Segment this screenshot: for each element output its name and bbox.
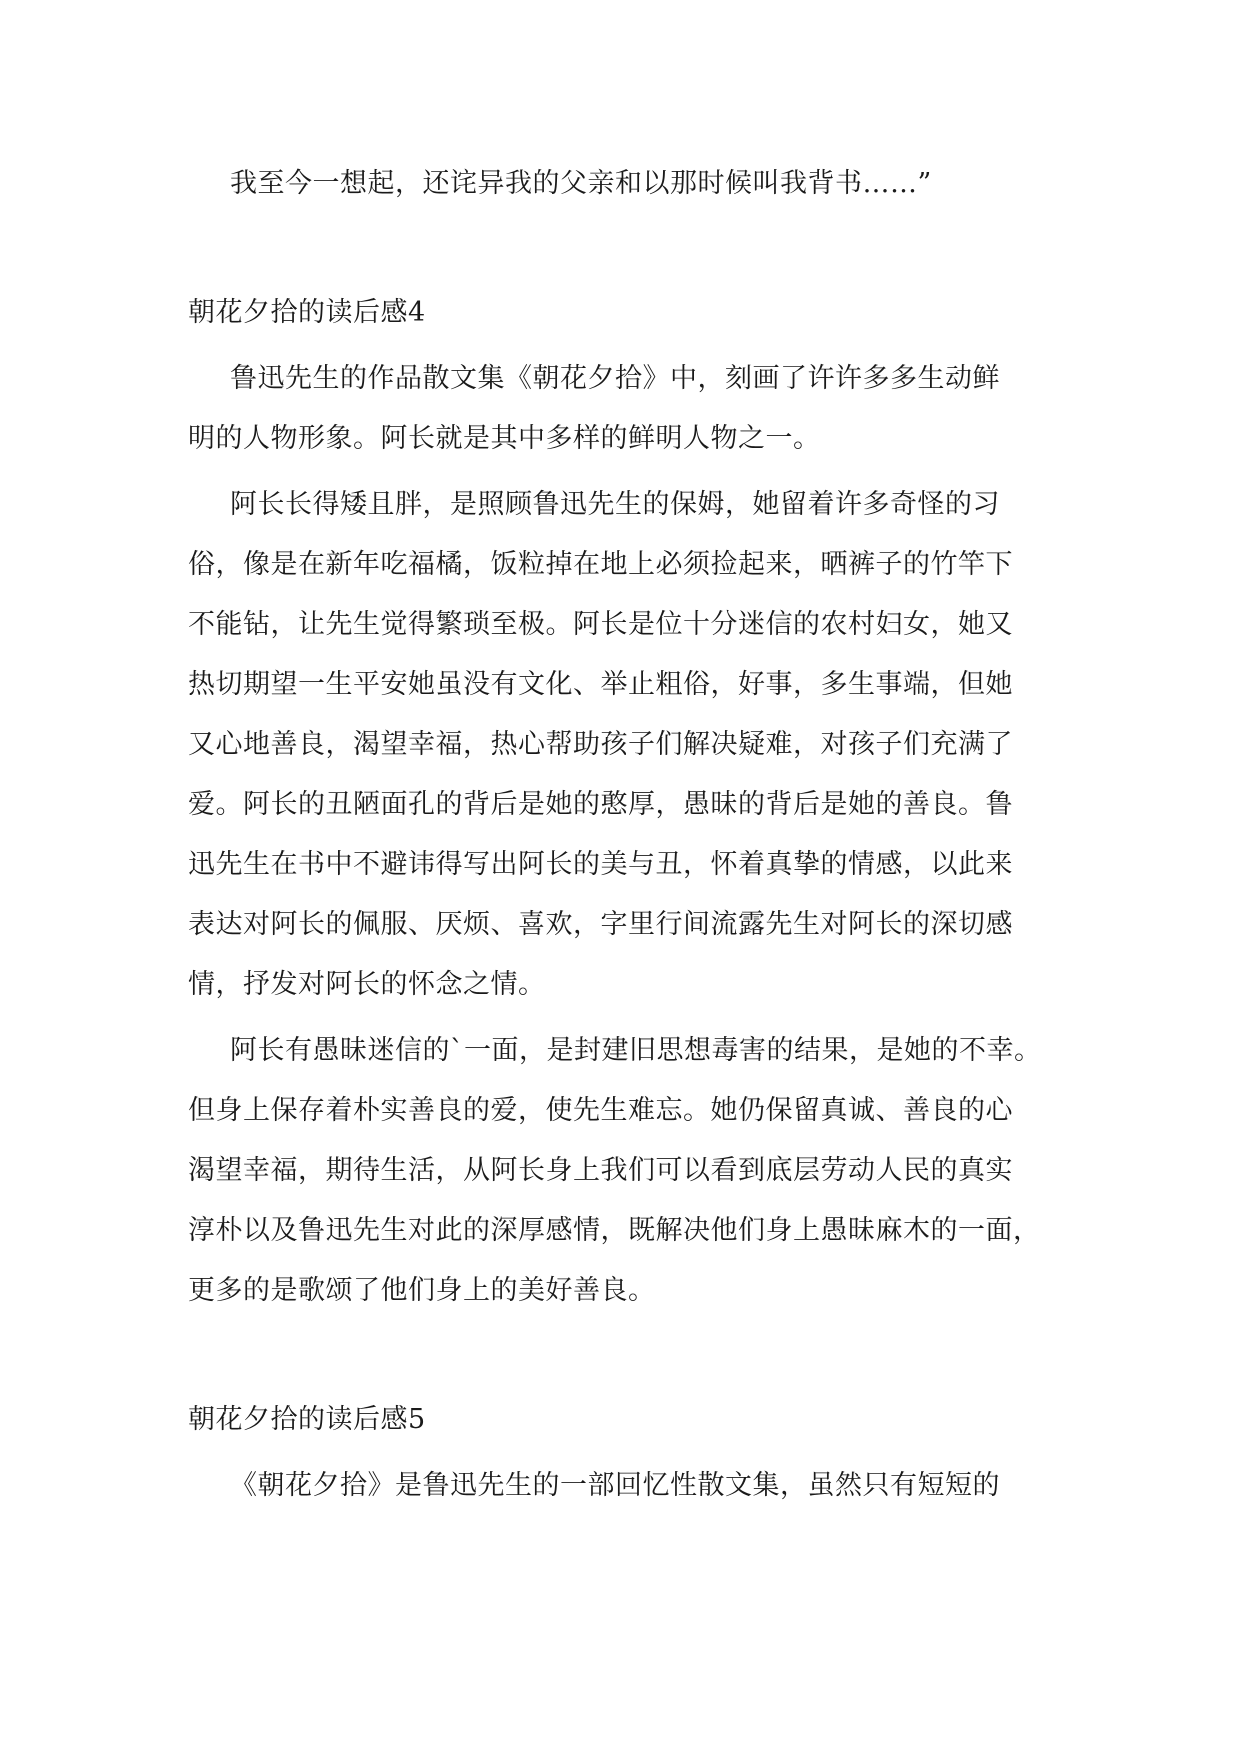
paragraph-line: 淳朴以及鲁迅先生对此的深厚感情，既解决他们身上愚昧麻木的一面， xyxy=(188,1215,1041,1246)
paragraph-line: 情，抒发对阿长的怀念之情。 xyxy=(188,969,546,1000)
paragraph-line: 爱。阿长的丑陋面孔的背后是她的憨厚，愚昧的背后是她的善良。鲁 xyxy=(188,789,1013,820)
paragraph-line: 我至今一想起，还诧异我的父亲和以那时候叫我背书……” xyxy=(230,168,932,199)
paragraph-line: 热切期望一生平安她虽没有文化、举止粗俗，好事，多生事端，但她 xyxy=(188,669,1013,700)
paragraph-line: 阿长长得矮且胖，是照顾鲁迅先生的保姆，她留着许多奇怪的习 xyxy=(230,489,1000,520)
paragraph-line: 渴望幸福，期待生活，从阿长身上我们可以看到底层劳动人民的真实 xyxy=(188,1155,1013,1186)
paragraph-line: 阿长有愚昧迷信的`一面，是封建旧思想毒害的结果，是她的不幸。 xyxy=(230,1035,1042,1066)
section-heading: 朝花夕拾的读后感5 xyxy=(188,1404,426,1435)
paragraph-line: 不能钻，让先生觉得繁琐至极。阿长是位十分迷信的农村妇女，她又 xyxy=(188,609,1013,640)
paragraph-line: 表达对阿长的佩服、厌烦、喜欢，字里行间流露先生对阿长的深切感 xyxy=(188,909,1013,940)
paragraph-line: 鲁迅先生的作品散文集《朝花夕拾》中，刻画了许许多多生动鲜 xyxy=(230,363,1000,394)
paragraph-line: 迅先生在书中不避讳得写出阿长的美与丑，怀着真挚的情感，以此来 xyxy=(188,849,1013,880)
section-heading: 朝花夕拾的读后感4 xyxy=(188,297,426,328)
paragraph-line: 明的人物形象。阿长就是其中多样的鲜明人物之一。 xyxy=(188,423,821,454)
paragraph-line: 更多的是歌颂了他们身上的美好善良。 xyxy=(188,1275,656,1306)
paragraph-line: 俗，像是在新年吃福橘，饭粒掉在地上必须捡起来，晒裤子的竹竿下 xyxy=(188,549,1013,580)
paragraph-line: 又心地善良，渴望幸福，热心帮助孩子们解决疑难，对孩子们充满了 xyxy=(188,729,1013,760)
paragraph-line: 但身上保存着朴实善良的爱，使先生难忘。她仍保留真诚、善良的心 xyxy=(188,1095,1013,1126)
paragraph-line: 《朝花夕拾》是鲁迅先生的一部回忆性散文集，虽然只有短短的 xyxy=(230,1470,1000,1501)
